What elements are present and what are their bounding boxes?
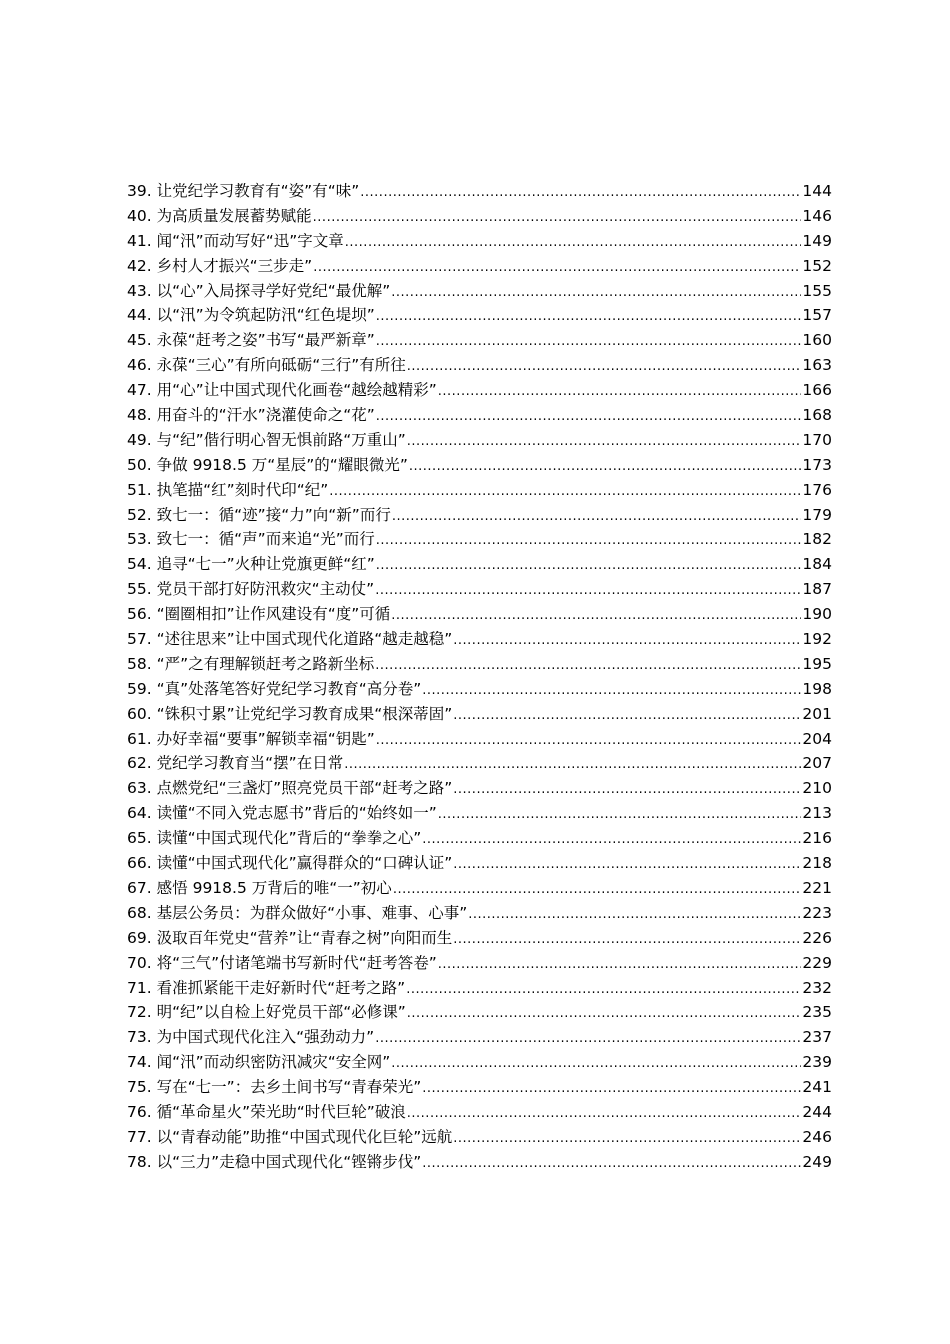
toc-entry-page-number: 210 bbox=[802, 779, 832, 798]
toc-dot-leader bbox=[453, 778, 801, 803]
toc-entry[interactable] bbox=[127, 527, 832, 552]
toc-dot-leader bbox=[376, 554, 802, 579]
toc-entry-title: 以“心”入局探寻学好党纪“最优解” bbox=[156, 281, 391, 300]
toc-entry-number: 75. bbox=[127, 1078, 152, 1097]
toc-dot-leader bbox=[391, 281, 801, 306]
toc-entry-page-number: 239 bbox=[802, 1053, 832, 1072]
toc-entry-number: 78. bbox=[127, 1152, 152, 1171]
toc-entry-page-number: 207 bbox=[802, 754, 832, 773]
toc-entry-page-number: 173 bbox=[802, 455, 832, 474]
toc-entry-number: 69. bbox=[127, 928, 152, 947]
toc-entry[interactable] bbox=[127, 1075, 832, 1100]
toc-entry[interactable] bbox=[127, 801, 832, 826]
toc-entry-title: “圈圈相扣”让作风建设有“度”可循 bbox=[156, 605, 391, 624]
toc-entry-title: 以“三力”走稳中国式现代化“铿锵步伐” bbox=[156, 1152, 422, 1171]
toc-entry-title: 以“汛”为令筑起防汛“红色堤坝” bbox=[156, 306, 375, 325]
toc-entry-title: 致七一：循“迹”接“力”向“新”而行 bbox=[156, 505, 391, 524]
toc-entry[interactable] bbox=[127, 1050, 832, 1075]
toc-entry-title: 基层公务员：为群众做好“小事、难事、心事” bbox=[156, 903, 468, 922]
toc-entry-title: 永葆“赶考之姿”书写“最严新章” bbox=[156, 331, 375, 350]
toc-dot-leader bbox=[422, 1077, 801, 1102]
toc-entry[interactable] bbox=[127, 1025, 832, 1050]
toc-entry[interactable] bbox=[127, 926, 832, 951]
toc-entry-title: 感悟 9918.5 万背后的唯“一”初心 bbox=[156, 878, 392, 897]
toc-entry[interactable] bbox=[127, 677, 832, 702]
toc-entry-page-number: 163 bbox=[802, 356, 832, 375]
toc-dot-leader bbox=[392, 505, 802, 530]
toc-entry[interactable] bbox=[127, 503, 832, 528]
toc-entry-title: 读懂“不同入党志愿书”背后的“始终如一” bbox=[156, 804, 437, 823]
toc-entry-page-number: 235 bbox=[802, 1003, 832, 1022]
toc-dot-leader bbox=[393, 878, 802, 903]
toc-entry[interactable] bbox=[127, 403, 832, 428]
toc-entry[interactable] bbox=[127, 602, 832, 627]
toc-entry-page-number: 168 bbox=[802, 406, 832, 425]
toc-dot-leader bbox=[438, 803, 802, 828]
toc-dot-leader bbox=[375, 1027, 801, 1052]
toc-entry[interactable] bbox=[127, 229, 832, 254]
toc-entry-title: 用奋斗的“汗水”浇灌使命之“花” bbox=[156, 406, 375, 425]
toc-dot-leader bbox=[329, 480, 801, 505]
toc-entry-number: 50. bbox=[127, 455, 152, 474]
toc-dot-leader bbox=[344, 753, 801, 778]
toc-entry[interactable] bbox=[127, 1000, 832, 1025]
toc-entry-title: 将“三气”付诸笔端书写新时代“赶考答卷” bbox=[156, 953, 437, 972]
toc-entry-page-number: 237 bbox=[802, 1028, 832, 1047]
toc-entry-title: 明“纪”以自检上好党员干部“必修课” bbox=[156, 1003, 406, 1022]
toc-dot-leader bbox=[376, 729, 802, 754]
toc-entry-number: 68. bbox=[127, 903, 152, 922]
toc-dot-leader bbox=[345, 231, 802, 256]
toc-entry-number: 45. bbox=[127, 331, 152, 350]
toc-entry-title: 写在“七一”：去乡土间书写“青春荣光” bbox=[156, 1078, 422, 1097]
toc-entry[interactable] bbox=[127, 478, 832, 503]
toc-dot-leader bbox=[313, 206, 802, 231]
toc-entry-title: 汲取百年党史“营养”让“青春之树”向阳而生 bbox=[156, 928, 453, 947]
toc-entry-page-number: 149 bbox=[802, 231, 832, 250]
toc-entry-page-number: 246 bbox=[802, 1127, 832, 1146]
toc-entry-title: “真”处落笔答好党纪学习教育“高分卷” bbox=[156, 679, 422, 698]
toc-entry-number: 39. bbox=[127, 182, 152, 200]
toc-entry[interactable] bbox=[127, 204, 832, 229]
toc-entry-number: 61. bbox=[127, 729, 152, 748]
toc-entry-page-number: 249 bbox=[802, 1152, 832, 1171]
toc-entry[interactable] bbox=[127, 652, 832, 677]
toc-entry-title: 点燃党纪“三盏灯”照亮党员干部“赶考之路” bbox=[156, 779, 453, 798]
toc-dot-leader bbox=[422, 828, 801, 853]
toc-dot-leader bbox=[453, 853, 801, 878]
toc-entry-page-number: 170 bbox=[802, 430, 832, 449]
toc-entry[interactable] bbox=[127, 378, 832, 403]
toc-entry[interactable] bbox=[127, 1150, 832, 1175]
toc-entry-title: 让党纪学习教育有“姿”有“味” bbox=[156, 182, 360, 200]
toc-entry-number: 51. bbox=[127, 480, 152, 499]
toc-entry[interactable] bbox=[127, 876, 832, 901]
toc-entry-title: 办好幸福“要事”解锁幸福“钥匙” bbox=[156, 729, 375, 748]
toc-entry-page-number: 244 bbox=[802, 1102, 832, 1121]
toc-entry-number: 48. bbox=[127, 406, 152, 425]
toc-entry-number: 77. bbox=[127, 1127, 152, 1146]
toc-entry-page-number: 157 bbox=[802, 306, 832, 325]
toc-dot-leader bbox=[407, 1002, 802, 1027]
toc-entry[interactable] bbox=[127, 951, 832, 976]
toc-entry[interactable] bbox=[127, 179, 832, 204]
toc-dot-leader bbox=[409, 455, 802, 480]
toc-entry-number: 76. bbox=[127, 1102, 152, 1121]
toc-entry[interactable] bbox=[127, 751, 832, 776]
toc-dot-leader bbox=[422, 1152, 801, 1177]
toc-entry-title: 致七一：循“声”而来追“光”而行 bbox=[156, 530, 375, 549]
toc-dot-leader bbox=[468, 903, 801, 928]
toc-entry-title: 以“青春动能”助推“中国式现代化巨轮”远航 bbox=[156, 1127, 453, 1146]
toc-entry[interactable] bbox=[127, 303, 832, 328]
toc-entry[interactable] bbox=[127, 702, 832, 727]
toc-dot-leader bbox=[407, 430, 802, 455]
toc-entry-number: 62. bbox=[127, 754, 152, 773]
toc-entry-title: 永葆“三心”有所向砥砺“三行”有所往 bbox=[156, 356, 406, 375]
toc-entry-title: 争做 9918.5 万“星辰”的“耀眼微光” bbox=[156, 455, 408, 474]
toc-entry-number: 54. bbox=[127, 555, 152, 574]
toc-dot-leader bbox=[422, 679, 801, 704]
toc-entry-title: 执笔描“红”刻时代印“纪” bbox=[156, 480, 329, 499]
toc-entry[interactable] bbox=[127, 328, 832, 353]
toc-dot-leader bbox=[376, 305, 802, 330]
toc-entry-title: 闻“汛”而动织密防汛减灾“安全网” bbox=[156, 1053, 391, 1072]
toc-entry-number: 47. bbox=[127, 381, 152, 400]
toc-entry[interactable] bbox=[127, 1125, 832, 1150]
toc-entry-page-number: 166 bbox=[802, 381, 832, 400]
toc-dot-leader bbox=[453, 704, 801, 729]
toc-entry-page-number: 146 bbox=[802, 206, 832, 225]
toc-entry-number: 43. bbox=[127, 281, 152, 300]
toc-entry[interactable] bbox=[127, 353, 832, 378]
toc-entry-page-number: 179 bbox=[802, 505, 832, 524]
toc-entry[interactable] bbox=[127, 776, 832, 801]
toc-dot-leader bbox=[391, 604, 801, 629]
toc-entry[interactable] bbox=[127, 453, 832, 478]
toc-entry-number: 64. bbox=[127, 804, 152, 823]
toc-entry-title: 党纪学习教育当“摆”在日常 bbox=[156, 754, 344, 773]
toc-entry[interactable] bbox=[127, 851, 832, 876]
toc-entry-page-number: 190 bbox=[802, 605, 832, 624]
toc-dot-leader bbox=[453, 928, 801, 953]
toc-entry-page-number: 182 bbox=[802, 530, 832, 549]
toc-entry-page-number: 184 bbox=[802, 555, 832, 574]
toc-entry-number: 59. bbox=[127, 679, 152, 698]
toc-entry[interactable] bbox=[127, 577, 832, 602]
toc-dot-leader bbox=[376, 529, 802, 554]
toc-entry[interactable] bbox=[127, 826, 832, 851]
toc-dot-leader bbox=[453, 629, 801, 654]
toc-entry-page-number: 204 bbox=[802, 729, 832, 748]
toc-entry-page-number: 152 bbox=[802, 256, 832, 275]
toc-entry-number: 58. bbox=[127, 654, 152, 673]
toc-entry-page-number: 218 bbox=[802, 854, 832, 873]
toc-entry-number: 60. bbox=[127, 704, 152, 723]
toc-entry-page-number: 144 bbox=[802, 182, 832, 200]
toc-entry-number: 65. bbox=[127, 829, 152, 848]
toc-entry-number: 42. bbox=[127, 256, 152, 275]
toc-entry-page-number: 226 bbox=[802, 928, 832, 947]
toc-entry-page-number: 221 bbox=[802, 878, 832, 897]
toc-entry-title: “严”之有理解锁赶考之路新坐标 bbox=[156, 654, 375, 673]
toc-entry-page-number: 160 bbox=[802, 331, 832, 350]
toc-entry-number: 74. bbox=[127, 1053, 152, 1072]
toc-entry-title: 闻“汛”而动写好“迅”字文章 bbox=[156, 231, 344, 250]
table-of-contents bbox=[127, 179, 832, 1175]
toc-entry-number: 46. bbox=[127, 356, 152, 375]
toc-entry-number: 53. bbox=[127, 530, 152, 549]
toc-entry-number: 70. bbox=[127, 953, 152, 972]
toc-entry-number: 49. bbox=[127, 430, 152, 449]
toc-entry-number: 52. bbox=[127, 505, 152, 524]
toc-entry-page-number: 229 bbox=[802, 953, 832, 972]
toc-dot-leader bbox=[376, 330, 802, 355]
toc-entry-page-number: 216 bbox=[802, 829, 832, 848]
toc-entry-number: 66. bbox=[127, 854, 152, 873]
toc-dot-leader bbox=[313, 256, 801, 281]
toc-entry[interactable] bbox=[127, 279, 832, 304]
toc-entry[interactable] bbox=[127, 901, 832, 926]
toc-dot-leader bbox=[360, 181, 801, 206]
toc-entry-page-number: 232 bbox=[802, 978, 832, 997]
toc-entry-number: 73. bbox=[127, 1028, 152, 1047]
toc-entry-number: 67. bbox=[127, 878, 152, 897]
toc-entry[interactable] bbox=[127, 552, 832, 577]
toc-entry-page-number: 241 bbox=[802, 1078, 832, 1097]
toc-entry-number: 41. bbox=[127, 231, 152, 250]
toc-entry[interactable] bbox=[127, 428, 832, 453]
toc-entry-title: 为高质量发展蓄势赋能 bbox=[156, 206, 312, 225]
toc-entry-title: 与“纪”偕行明心智无惧前路“万重山” bbox=[156, 430, 406, 449]
toc-entry-title: 党员干部打好防汛救灾“主动仗” bbox=[156, 580, 375, 599]
toc-entry-title: 追寻“七一”火种让党旗更鲜“红” bbox=[156, 555, 375, 574]
toc-dot-leader bbox=[375, 654, 801, 679]
toc-entry-page-number: 155 bbox=[802, 281, 832, 300]
toc-entry-number: 55. bbox=[127, 580, 152, 599]
toc-dot-leader bbox=[376, 405, 802, 430]
toc-dot-leader bbox=[407, 355, 802, 380]
toc-entry[interactable] bbox=[127, 727, 832, 752]
toc-entry-page-number: 187 bbox=[802, 580, 832, 599]
toc-dot-leader bbox=[406, 978, 801, 1003]
toc-entry-number: 44. bbox=[127, 306, 152, 325]
toc-dot-leader bbox=[407, 1102, 802, 1127]
toc-entry-page-number: 223 bbox=[802, 903, 832, 922]
toc-entry[interactable] bbox=[127, 1100, 832, 1125]
toc-entry-page-number: 192 bbox=[802, 630, 832, 649]
toc-entry-page-number: 198 bbox=[802, 679, 832, 698]
toc-entry-title: 读懂“中国式现代化”赢得群众的“口碑认证” bbox=[156, 854, 453, 873]
toc-entry-title: “铢积寸累”让党纪学习教育成果“根深蒂固” bbox=[156, 704, 453, 723]
toc-entry-title: 读懂“中国式现代化”背后的“拳拳之心” bbox=[156, 829, 422, 848]
toc-entry-title: 循“革命星火”荣光助“时代巨轮”破浪 bbox=[156, 1102, 406, 1121]
toc-entry-number: 56. bbox=[127, 605, 152, 624]
toc-dot-leader bbox=[438, 380, 802, 405]
toc-entry-number: 40. bbox=[127, 206, 152, 225]
toc-entry[interactable] bbox=[127, 254, 832, 279]
toc-entry-page-number: 176 bbox=[802, 480, 832, 499]
toc-entry-number: 72. bbox=[127, 1003, 152, 1022]
toc-dot-leader bbox=[453, 1127, 801, 1152]
toc-entry-title: 用“心”让中国式现代化画卷“越绘越精彩” bbox=[156, 381, 437, 400]
toc-entry-number: 57. bbox=[127, 630, 152, 649]
toc-entry-page-number: 195 bbox=[802, 654, 832, 673]
toc-entry-number: 63. bbox=[127, 779, 152, 798]
toc-dot-leader bbox=[375, 579, 801, 604]
toc-entry-title: 看准抓紧能干走好新时代“赶考之路” bbox=[156, 978, 406, 997]
toc-entry-title: 乡村人才振兴“三步走” bbox=[156, 256, 313, 275]
toc-entry[interactable] bbox=[127, 976, 832, 1001]
toc-entry-page-number: 213 bbox=[802, 804, 832, 823]
toc-entry-title: “述往思来”让中国式现代化道路“越走越稳” bbox=[156, 630, 453, 649]
toc-entry-title: 为中国式现代化注入“强劲动力” bbox=[156, 1028, 375, 1047]
toc-entry[interactable] bbox=[127, 627, 832, 652]
toc-dot-leader bbox=[391, 1052, 801, 1077]
toc-entry-number: 71. bbox=[127, 978, 152, 997]
toc-entry-page-number: 201 bbox=[802, 704, 832, 723]
toc-dot-leader bbox=[438, 953, 802, 978]
